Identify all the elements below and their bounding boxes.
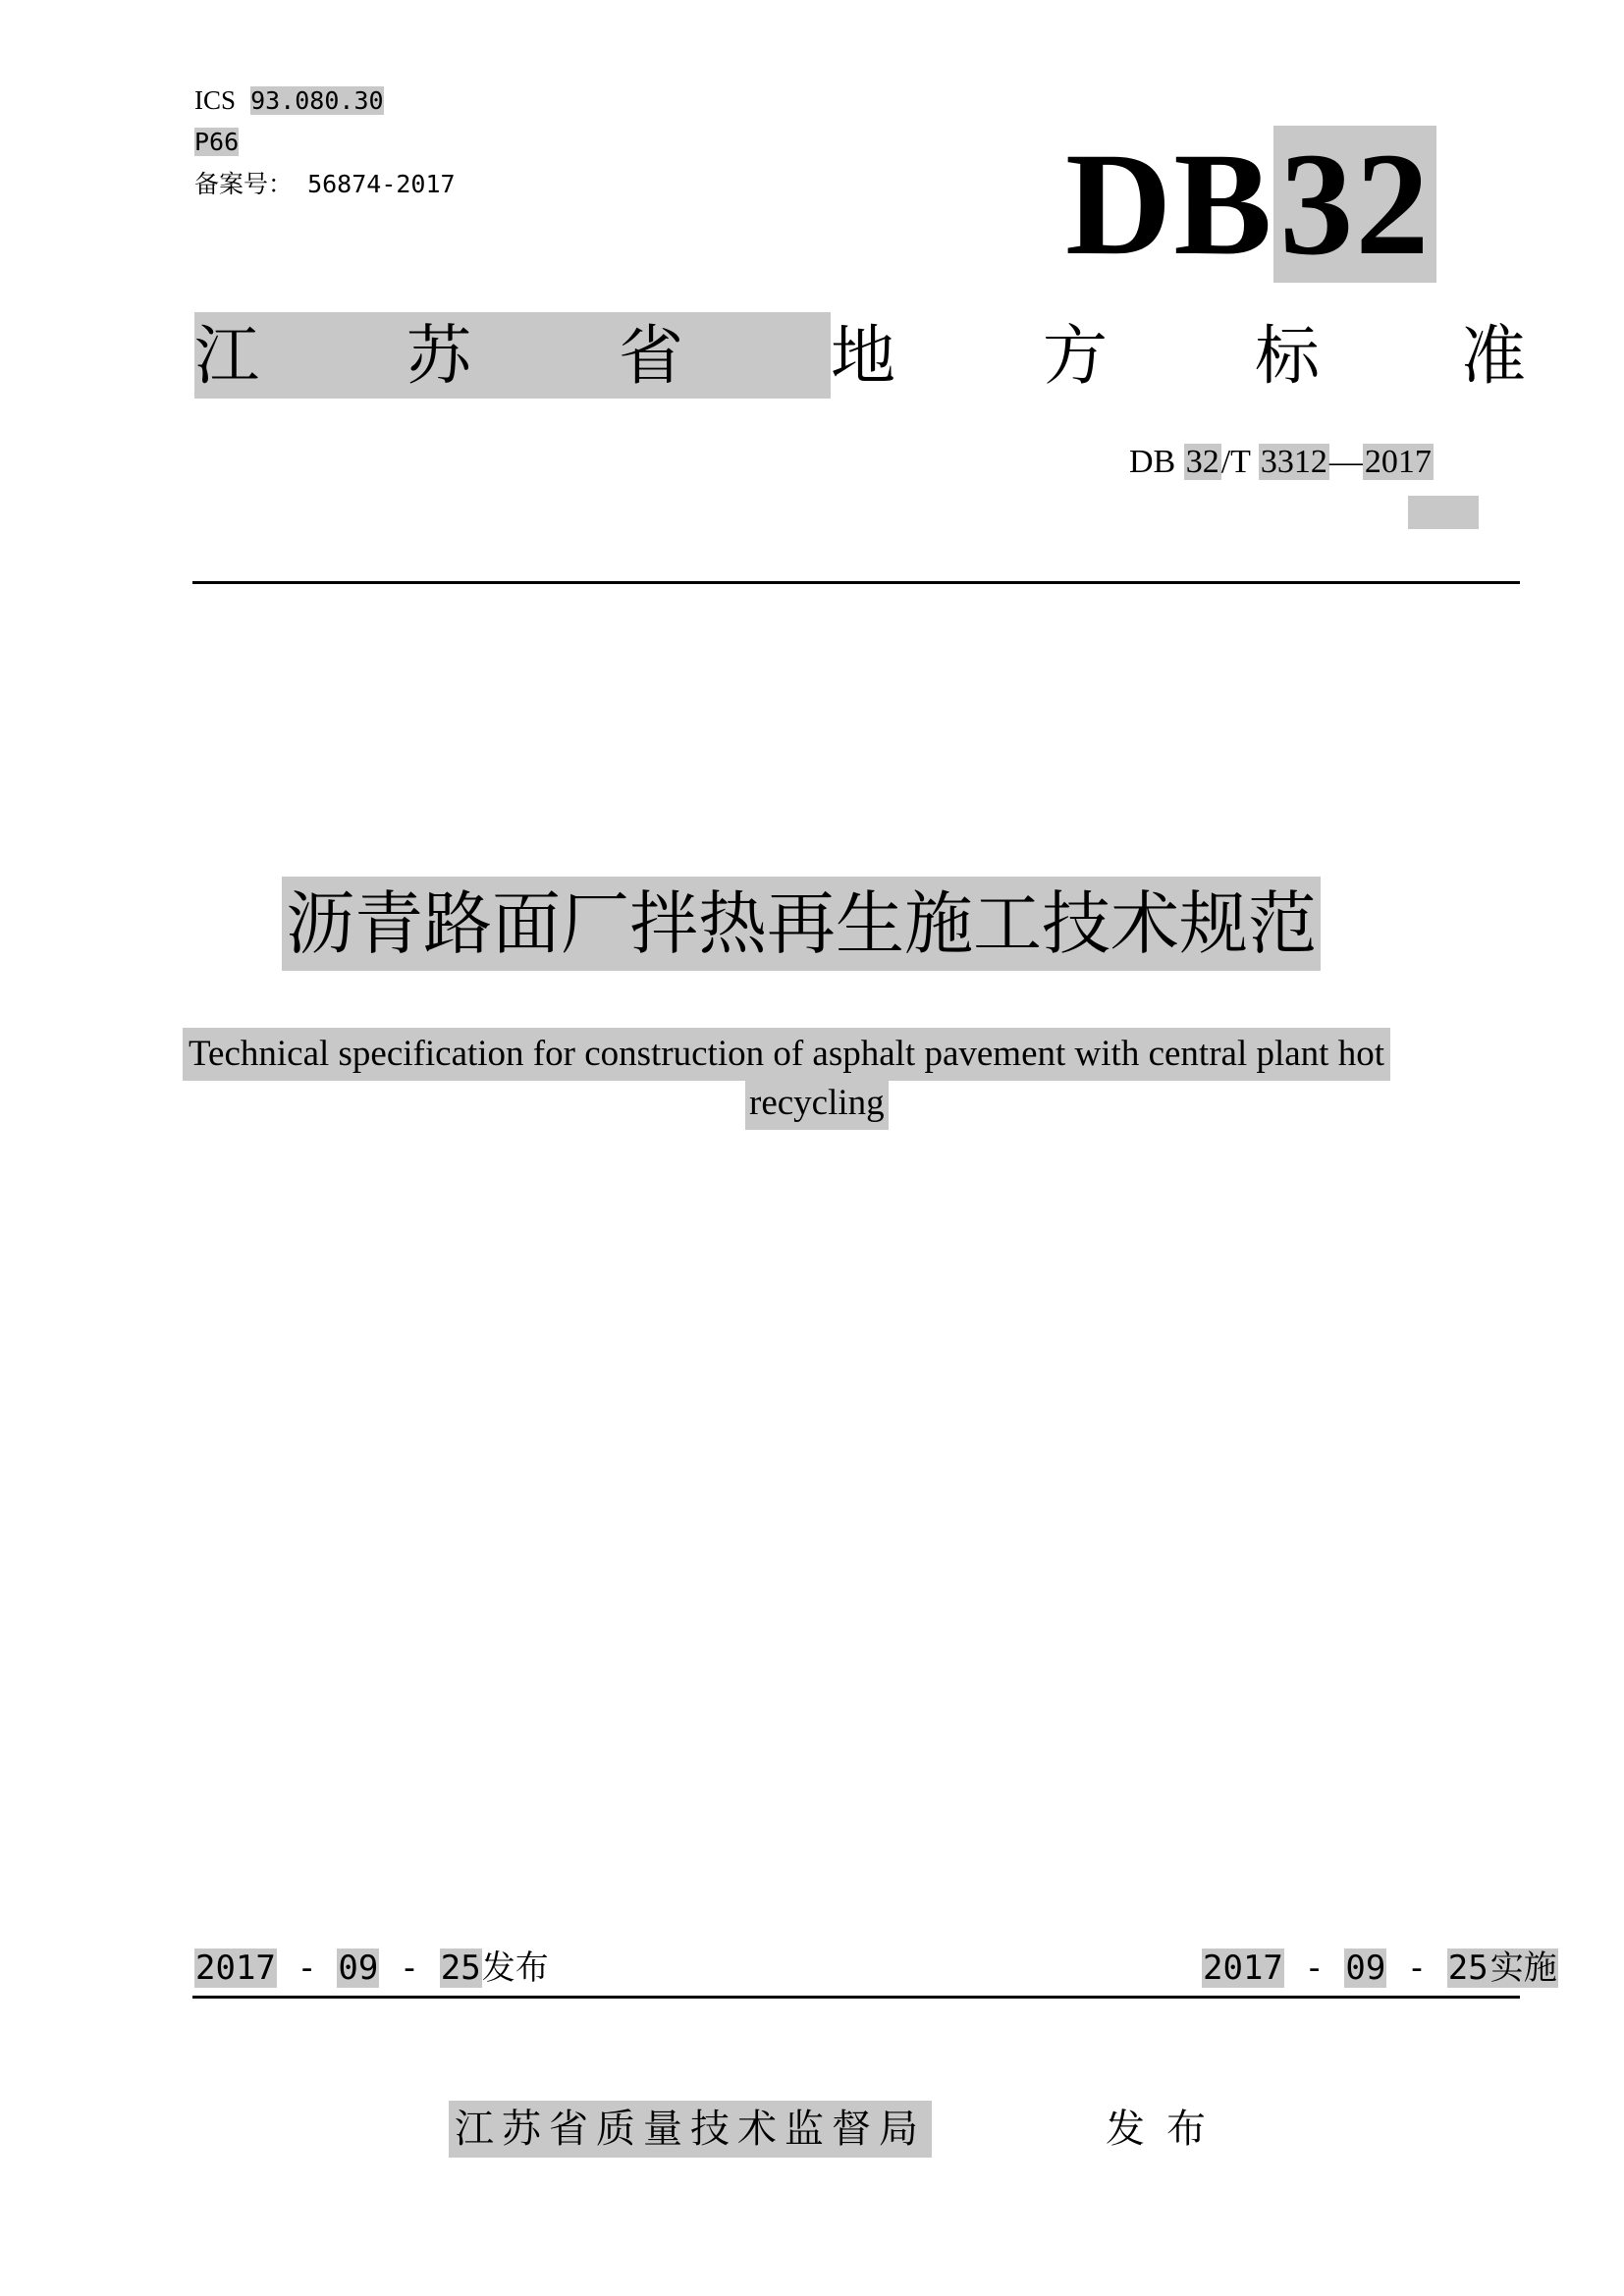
heading-char: 地 xyxy=(831,318,895,394)
heading-char: 江 xyxy=(194,318,259,394)
ics-label: ICS xyxy=(194,85,237,115)
issuing-authority: 江苏省质量技术监督局 xyxy=(449,2101,932,2158)
ics-code xyxy=(194,82,384,119)
heading-char: 苏 xyxy=(406,318,471,394)
heading-char: 准 xyxy=(1461,318,1526,394)
header-divider xyxy=(192,581,1520,584)
issue-action: 发布 xyxy=(1106,2107,1227,2152)
title-chinese: 沥青路面厂拌热再生施工技术规范 xyxy=(282,877,1321,971)
title-english-line2: recycling xyxy=(745,1077,889,1130)
ics-value: 93.080.30 xyxy=(250,86,384,115)
logo-number: 32 xyxy=(1273,126,1436,283)
standard-number-mark xyxy=(1408,496,1479,529)
standard-type-heading xyxy=(194,312,1526,400)
heading-char: 标 xyxy=(1255,318,1320,394)
heading-char: 省 xyxy=(619,318,683,394)
heading-char: 方 xyxy=(1043,318,1108,394)
footer-divider xyxy=(192,1996,1520,1999)
standard-number: DB 32/T 3312—2017 xyxy=(1129,444,1432,480)
record-number xyxy=(194,167,456,202)
logo-prefix: DB xyxy=(1065,123,1274,286)
effective-date: 2017 - 09 - 25实施 xyxy=(1203,1949,1557,1988)
classification-code: P66 xyxy=(194,128,240,156)
record-label: 备案号： xyxy=(194,170,294,198)
record-value: 56874-2017 xyxy=(307,170,456,198)
db32-logo xyxy=(1065,123,1436,286)
title-english-line1: Technical specification for construction of asphalt pavement with central plant hot xyxy=(183,1028,1390,1081)
issue-date: 2017 - 09 - 25发布 xyxy=(195,1949,549,1988)
heading-highlight xyxy=(194,312,831,399)
